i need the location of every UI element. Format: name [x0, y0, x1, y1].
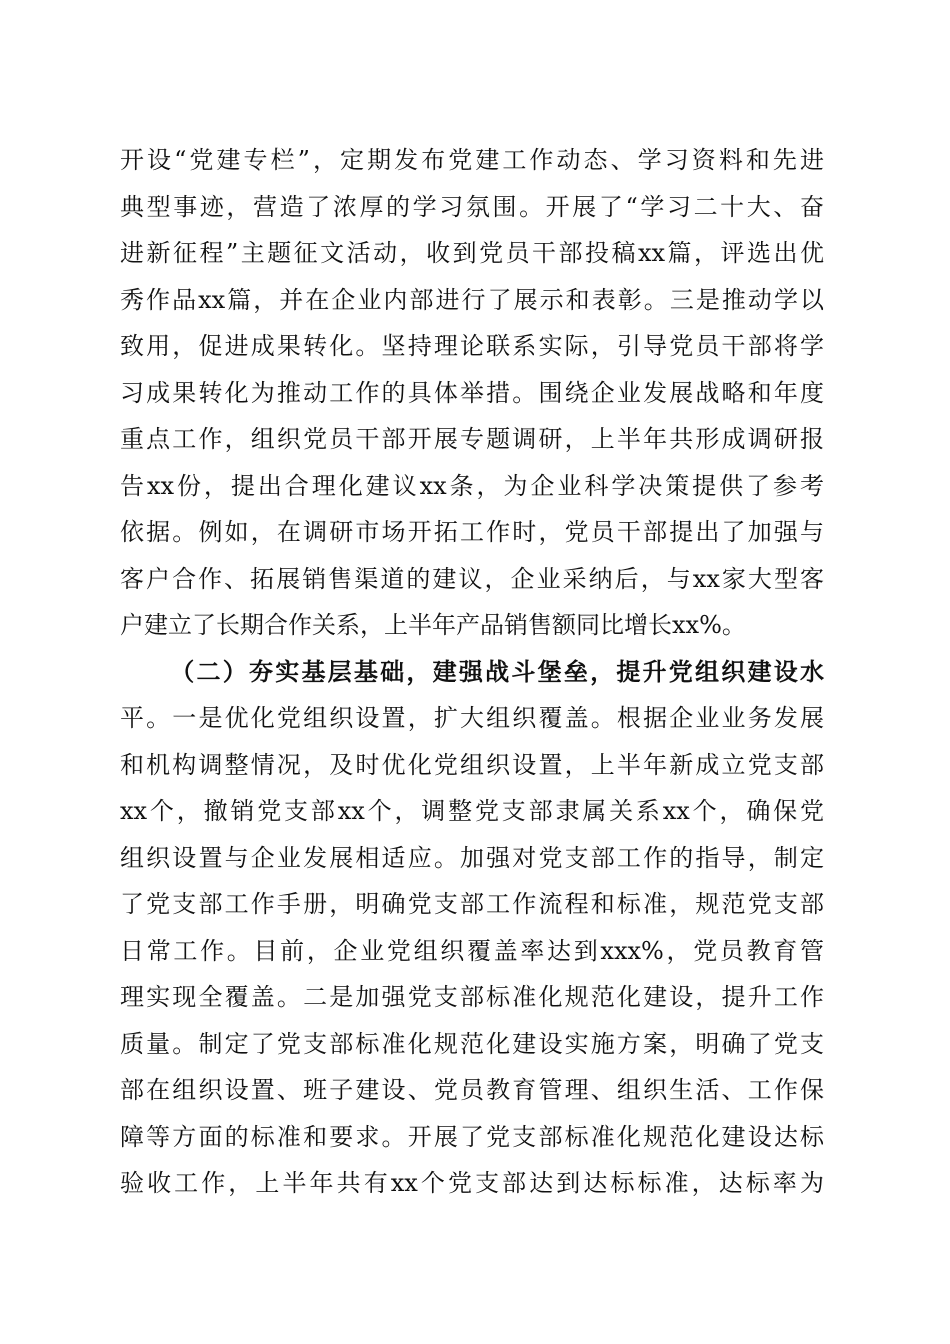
text-line: 典型事迹，营造了浓厚的学习氛围。开展了“学习二十大、奋	[120, 192, 824, 221]
text-line: 告xx份，提出合理化建议xx条，为企业科学决策提供了参考	[120, 471, 824, 500]
text-line: 和机构调整情况，及时优化党组织设置，上半年新成立党支部	[120, 750, 824, 779]
text-line: 部在组织设置、班子建设、党员教育管理、组织生活、工作保	[120, 1076, 824, 1104]
text-line: 致用，促进成果转化。坚持理论联系实际，引导党员干部将学	[120, 332, 824, 360]
section-heading-line	[120, 649, 824, 696]
paragraph-study-results	[120, 137, 824, 649]
text-line: 组织设置与企业发展相适应。加强对党支部工作的指导，制定	[120, 843, 824, 872]
text-line: 习成果转化为推动工作的具体举措。围绕企业发展战略和年度	[120, 378, 824, 407]
text-line: 户建立了长期合作关系，上半年产品销售额同比增长xx%。	[120, 611, 746, 639]
document-body	[120, 137, 824, 1207]
text-line: 客户合作、拓展销售渠道的建议，企业采纳后，与xx家大型客	[120, 564, 824, 593]
paragraph-grassroots-foundation	[120, 649, 824, 1207]
text-line: 障等方面的标准和要求。开展了党支部标准化规范化建设达标	[120, 1122, 824, 1151]
text-line: 进新征程”主题征文活动，收到党员干部投稿xx篇，评选出优	[120, 239, 824, 267]
text-line: 依据。例如，在调研市场开拓工作时，党员干部提出了加强与	[120, 518, 824, 546]
text-line: 日常工作。目前，企业党组织覆盖率达到xxx%，党员教育管	[120, 936, 824, 965]
text-line: 平。一是优化党组织设置，扩大组织覆盖。根据企业业务发展	[120, 704, 824, 732]
text-line: 秀作品xx篇，并在企业内部进行了展示和表彰。三是推动学以	[120, 285, 824, 314]
text-line: 开设“党建专栏”，定期发布党建工作动态、学习资料和先进	[120, 146, 824, 174]
text-line: xx个，撤销党支部xx个，调整党支部隶属关系xx个，确保党	[120, 797, 824, 825]
text-line: 验收工作，上半年共有xx个党支部达到达标标准，达标率为	[120, 1169, 824, 1197]
text-line: 了党支部工作手册，明确党支部工作流程和标准，规范党支部	[120, 890, 824, 918]
section-heading: （二）夯实基层基础，建强战斗堡垒，提升党组织建设水	[168, 656, 824, 686]
text-line: 重点工作，组织党员干部开展专题调研，上半年共形成调研报	[120, 425, 824, 453]
text-line: 质量。制定了党支部标准化规范化建设实施方案，明确了党支	[120, 1029, 824, 1058]
text-line: 理实现全覆盖。二是加强党支部标准化规范化建设，提升工作	[120, 983, 824, 1011]
